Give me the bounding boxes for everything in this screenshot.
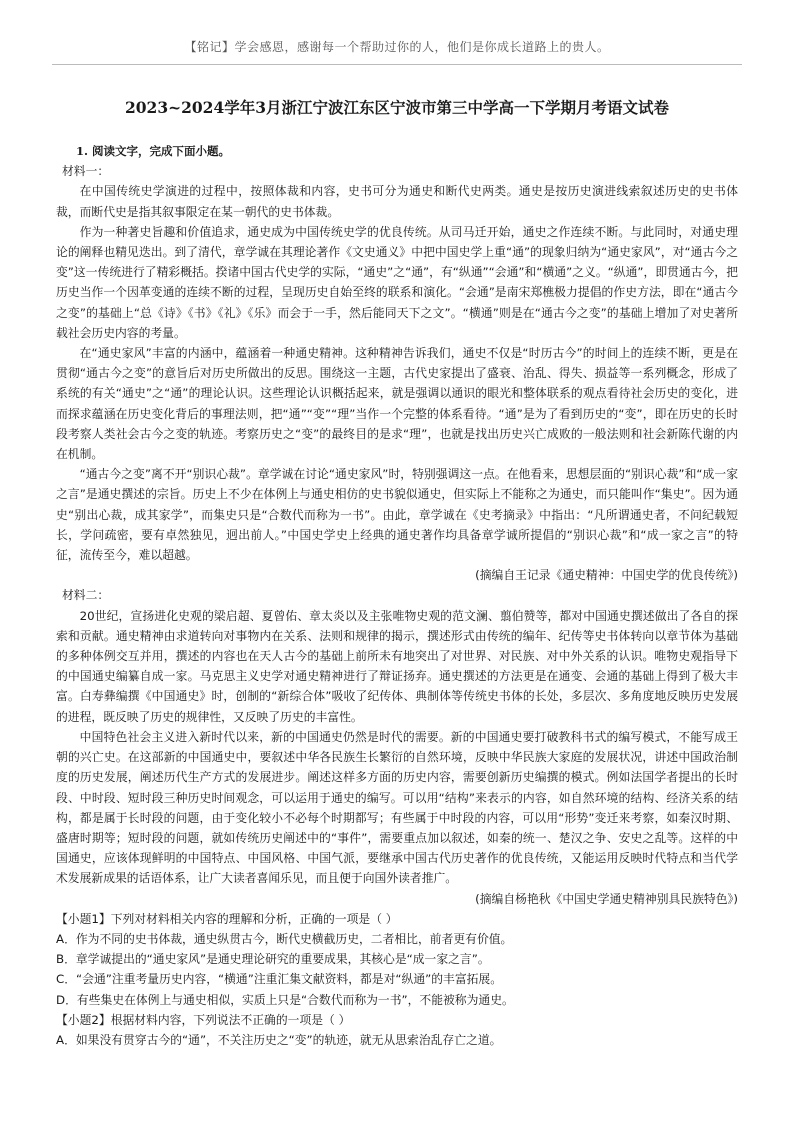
material1-paragraph: 作为一种著史旨趣和价值追求，通史成为中国传统史学的优良传统。从司马迁开始，通史之作连续不断。与此同时，对通史理论的阐释也精见迭出。到了清代，章学诚在其理论著作《文史通义》中把中国史学上重“通”的现象归纳为“通史家风”，对“通古今之变”这一传统进行了精彩概括。揆诸中国古代史学的实际，“通史”之“通”，有“纵通”“会通”和“横通”之义。“纵通”，即贯通古今，把历史当作一个因革变通的连续不断的过程，呈现历史自始至终的联系和演化。“会通”是南宋郑樵极力提倡的作史方法，即在“通古今之变”的基础上“总《诗》《书》《礼》《乐》而会于一手，然后能同天下之文”。“横通”则是在“通古今之变”的基础上增加了对史著所载社会历史内容的考量。	[56, 224, 738, 340]
subquestion2-stem: 【小题2】根据材料内容，下列说法不正确的一项是（ ）	[56, 1012, 351, 1027]
material1-paragraph: 在“通史家风”丰富的内涵中，蕴涵着一种通史精神。这种精神告诉我们，通史不仅是“时历古今”的时间上的连续不断，更是在贯彻“通古今之变”的意旨后对历史所做出的反思。围绕这一主题，古代史家提出了盛衰、治乱、得失、损益等一系列概念，形成了系统的有关“通史”之“通”的理论认识。这些理论认识概括起来，就是强调以通识的眼光和整体联系的观点看待社会历史的变化，进而探求蕴涵在历史变化背后的事理法则，把“通”“变”“理”当作一个完整的体系看待。“通”是为了看到历史的“变”，即在历史的长时段考察人类社会古今之变的轨迹。考察历史之“变”的最终目的是求“理”，也就是找出历史兴亡成败的一般法则和社会新陈代谢的内在机制。	[56, 346, 738, 462]
question-content	[56, 141, 738, 1050]
question-heading: 1. 阅读文字，完成下面小题。	[76, 144, 231, 158]
subquestion1-option-c[interactable]: C．“会通”注重考量历史内容，“横通”注重汇集文献资料，都是对“纵通”的丰富拓展。	[56, 972, 503, 987]
material2-source: (摘编自杨艳秋《中国史学通史精神别具民族特色》)	[475, 891, 738, 906]
subquestion1-option-b[interactable]: B．章学诚提出的“通史家风”是通史理论研究的重要成果，其核心是“成一家之言”。	[56, 952, 490, 967]
material1-paragraph: 在中国传统史学演进的过程中，按照体裁和内容，史书可分为通史和断代史两类。通史是按历史演进线索叙述历史的史书体裁，而断代史是指其叙事限定在某一朝代的史书体裁。	[56, 184, 738, 219]
material1-paragraph: “通古今之变”离不开“别识心裁”。章学诚在讨论“通史家风”时，特别强调这一点。在他看来，思想层面的“别识心裁”和“成一家之言”是通史撰述的宗旨。历史上不少在体例上与通史相仿的史书貌似通史，但实际上不能称之为通史，而只能叫作“集史”。因为通史“别出心裁，成其家学”，而集史只是“合数代而称为一书”。由此，章学诚在《史考摘录》中指出：“凡所谓通史者，不问纪载短长，学问疏密，要有卓然独见，迥出前人。”中国史学史上经典的通史著作均具备章学诚所提倡的“别识心裁”和“成一家之言”的特征，流传至今，难以超越。	[56, 467, 738, 563]
material2-label: 材料二：	[62, 588, 110, 603]
motto-banner: 【铭记】学会感恩，感谢每一个帮助过你的人，他们是你成长道路上的贵人。	[184, 40, 610, 54]
page-title: 2023~2024学年3月浙江宁波江东区宁波市第三中学高一下学期月考语文试卷	[124, 98, 670, 117]
subquestion2-option-a[interactable]: A．如果没有贯穿古今的“通”，不关注历史之“变”的轨迹，就无从思索治乱存亡之道。	[56, 1032, 502, 1047]
material2-paragraph: 中国特色社会主义进入新时代以来，新的中国通史仍然是时代的需要。新的中国通史要打破教科书式的编写模式，不能写成王朝的兴亡史。在这部新的中国通史中，要叙述中华各民族生长繁衍的自然环境，反映中华民族大家庭的发展状况，讲述中国政治制度的历史发展，阐述历代生产方式的发展进步。阐述这样多方面的历史内容，需要创新历史编撰的模式。例如法国学者提出的长时段、中时段、短时段三种历史时间观念，可以运用于通史的编写。可以用“结构”来表示的内容，如自然环境的结构、经济关系的结构，都是属于长时段的问题，由于变化较小不必每个时期都写；有些属于中时段的内容，可以用“形势”变迁来考察，如秦汉时期、盛唐时期等；短时段的问题，就如传统历史阐述中的“事件”，需要重点加以叙述，如秦的统一、楚汉之争、安史之乱等。这样的中国通史，应该体现鲜明的中国特点、中国风格、中国气派，要继承中国古代历史著作的优良传统，又能运用反映时代特点和当代学术发展新成果的话语体系，让广大读者喜闻乐见，而且便于向国外读者推广。	[56, 729, 738, 886]
subquestion1-option-d[interactable]: D．有些集史在体例上与通史相似，实质上只是“合数代而称为一书”，不能被称为通史。	[56, 992, 514, 1007]
material2-paragraph: 20世纪，宣扬进化史观的梁启超、夏曾佑、章太炎以及主张唯物史观的范文澜、翦伯赞等，都对中国通史撰述做出了各自的探索和贡献。通史精神由求道转向对事物内在关系、法则和规律的揭示，撰述形式由传统的编年、纪传等史书体转向以章节体为基础的多种体例交互并用，撰述的内容也在天人古今的基础上前所未有地突出了对世界、对民族、对中外关系的认识。唯物史观指导下的中国通史编纂自成一家。马克思主义史学对通史精神进行了辩证扬弃。通史撰述的方法更是在通变、会通的基础上得到了极大丰富。白寿彝编撰《中国通史》时，创制的“新综合体”吸收了纪传体、典制体等传统史书体的长处，多层次、多角度地反映历史发展的进程，既反映了历史的规律性，又反映了历史的丰富性。	[56, 608, 738, 724]
subquestion1-option-a[interactable]: A．作为不同的史书体裁，通史纵贯古今，断代史横截历史，二者相比，前者更有价值。	[56, 931, 513, 946]
header-divider	[52, 64, 742, 65]
material1-label: 材料一：	[62, 164, 110, 179]
material1-source: (摘编自王记录《通史精神：中国史学的优良传统》)	[475, 568, 738, 583]
subquestion1-stem: 【小题1】下列对材料相关内容的理解和分析，正确的一项是（ ）	[56, 911, 398, 926]
